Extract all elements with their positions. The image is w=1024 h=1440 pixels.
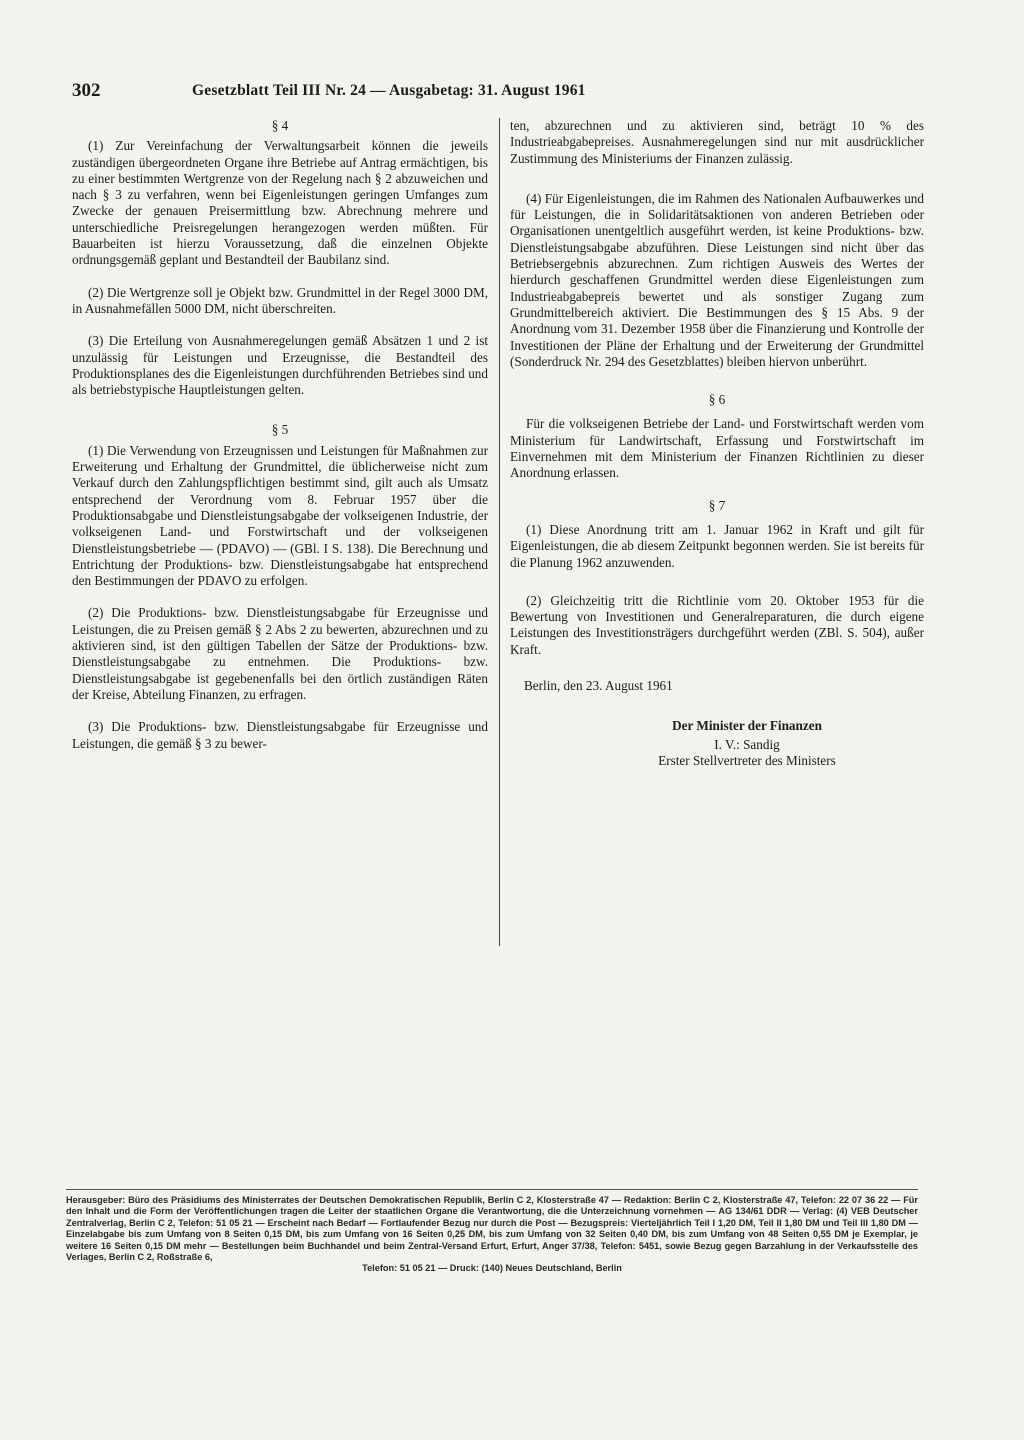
signature-role: Erster Stellvertreter des Ministers [658,752,836,768]
page-number: 302 [72,80,101,101]
section-5 [72,422,488,751]
section-4 [72,118,488,398]
place-date: Berlin, den 23. August 1961 [524,678,673,694]
section-heading: § 6 [708,392,726,408]
paragraph: (2) Die Wertgrenze soll je Objekt bzw. Grundmittel in der Regel 3000 DM, in Ausnahmefällen 5000 DM, nicht überschreiten. [72,284,488,316]
gazette-title: Gesetzblatt Teil III Nr. 24 — Ausgabetag: 31. August 1961 [192,82,586,99]
section-7 [510,498,924,658]
paragraph-continuation: ten, abzurechnen und zu aktivieren sind, beträgt 10 % des Industrieabgabepreises. Ausnahmeregelungen sind nur mit ausdrücklicher Zustimmung des Ministeriums der Finanzen zulässig. [510,118,924,166]
paragraph: Für die volkseigenen Betriebe der Land- und Forstwirtschaft werden vom Ministerium für Landwirtschaft, Erfassung und Forstwirtschaft im Einvernehmen mit dem Ministerium der Finanzen Richtlinien zu dieser Anordnung erlassen. [510,416,924,481]
paragraph: (1) Diese Anordnung tritt am 1. Januar 1962 in Kraft und gilt für Eigenleistungen, die ab diesem Zeitpunkt begonnen werden. Sie ist bereits für die Planung 1962 anzuwenden. [510,521,924,570]
paragraph: (1) Zur Vereinfachung der Verwaltungsarbeit können die jeweils zuständigen übergeordneten Organe ihre Betriebe auf Antrag ermächtigen, bis zu einer bestimmten Wertgrenze von der Regelung nach § 2 abzuweichen und nach § 3 zu verfahren, wenn bei Eigenleistungen geringen Umfanges zum Zwecke der genauen Preisermittlung bzw. Abrechnung mehrere und unterschiedliche Preisregelungen herangezogen werden müßten. Für Bauarbeiten ist hierzu Voraussetzung, daß die einzelnen Objekte ordnungsgemäß geplant und Bestandteil der Baubilanz sind. [72,138,488,268]
paragraph: (2) Gleichzeitig tritt die Richtlinie vom 20. Oktober 1953 für die Bewertung von Investitionen und Generalreparaturen, die durch eigene Leistungen des Investitionsträgers durchgeführt werden (ZBl. S. 504), außer Kraft. [510,592,924,657]
paragraph: (1) Die Verwendung von Erzeugnissen und Leistungen für Maßnahmen zur Erweiterung und Erhaltung der Grundmittel, die üblicherweise nicht zum Verkauf durch den Zahlungspflichtigen bestimmt sind, gilt auch als Umsatz entsprechend der Verordnung vom 8. Februar 1957 über die Produktionsabgabe und Dienstleistungsabgabe der volkseigenen Industrie, der volkseigenen Land- und Forstwirtschaft und der volkseigenen Dienstleistungsbetriebe — (PDAVO) — (GBl. I S. 138). Die Berechnung und Entrichtung der Produktions- bzw. Dienstleistungsabgabe hat entsprechend den Bestimmungen der PDAVO zu erfolgen. [72,442,488,589]
paragraph: (4) Für Eigenleistungen, die im Rahmen des Nationalen Aufbauwerkes und für Leistungen, die in Solidaritätsaktionen von anderen Betrieben oder Organisationen unentgeltlich ausgeführt werden, ist keine Produktions- bzw. Dienstleistungsabgabe abzuführen. Diese Leistungen sind nicht über das Betriebsergebnis abzurechnen. Zum richtigen Ausweis des Wertes der hierdurch geschaffenen Grundmittel werden diese Eigenleistungen zum Industrieabgabepreis bewertet und als sonstiger Zugang zum Grundmittelbereich aktiviert. Die Bestimmungen des § 15 Abs. 9 der Anordnung vom 31. Dezember 1958 über die Finanzierung und Kontrolle der Investitionen der Pläne der Erhaltung und der Erweiterung der Grundmittel (Sonderdruck Nr. 294 des Gesetzblattes) bleiben hiervon unberührt. [510,190,924,369]
signature-authority: Der Minister der Finanzen [672,718,822,734]
section-heading: § 5 [271,422,289,438]
section-6 [510,392,924,481]
section-heading: § 4 [271,118,289,133]
section-heading: § 7 [708,497,726,513]
imprint-last-line: Telefon: 51 05 21 — Druck: (140) Neues Deutschland, Berlin [362,1263,622,1274]
paragraph: (2) Die Produktions- bzw. Dienstleistungsabgabe für Erzeugnisse und Leistungen, die zu Preisen gemäß § 2 Abs 2 zu bewerten, abzurechnen und zu aktivieren sind, ist den gültigen Tabellen der Sätze der Produktions- bzw. Dienstleistungsabgabe zu entnehmen. Die Produktions- bzw. Dienstleistungsabgabe ist gegebenenfalls bei den örtlich zuständigen Räten der Kreise, Abteilung Finanzen, zu erfragen. [72,605,488,702]
column-divider [499,118,500,946]
page-header [72,80,952,104]
signature-signer: I. V.: Sandig [714,736,780,752]
imprint-divider [66,1189,918,1190]
imprint [66,1195,918,1275]
paragraph: (3) Die Erteilung von Ausnahmeregelungen gemäß Absätzen 1 und 2 ist unzulässig für Leistungen und Erzeugnisse, die Bestandteil des Produktionsplanes des die Eigenleistungen durchführenden Betriebes sind und als betriebstypische Hauptleistungen gelten. [72,333,488,398]
imprint-text: Herausgeber: Büro des Präsidiums des Ministerrates der Deutschen Demokratischen Republik, Berlin C 2, Klosterstraße 47 — Redaktion: Berlin C 2, Klosterstraße 47, Telefon: 22 07 36 22 — Für den Inhalt und die Form der Veröffentlichungen tragen die Leiter der staatlichen Organe die Verantwortung, die die Unterzeichnung vornehmen — AG 134/61 DDR — Verlag: (4) VEB Deutscher Zentralverlag, Berlin C 2, Telefon: 51 05 21 — Erscheint nach Bedarf — Fortlaufender Bezug nur durch die Post — Bezugspreis: Vierteljährlich Teil I 1,20 DM, Teil II 1,80 DM und Teil III 1,80 DM — Einzelabgabe bis zum Umfang von 8 Seiten 0,15 DM, bis zum Umfang von 16 Seiten 0,25 DM, bis zum Umfang von 32 Seiten 0,40 DM, bis zum Umfang von 48 Seiten 0,55 DM je Exemplar, je weitere 16 Seiten 0,15 DM mehr — Bestellungen beim Buchhandel und beim Zentral-Versand Erfurt, Erfurt, Anger 37/38, Telefon: 5451, sowie Bezug gegen Barzahlung in der Verkaufsstelle des Verlages, Berlin C 2, Roßstraße 6, [66,1195,918,1263]
signature-block [570,718,924,769]
left-column [72,118,488,768]
paragraph: (3) Die Produktions- bzw. Dienstleistungsabgabe für Erzeugnisse und Leistungen, die gemäß § 3 zu bewer- [72,719,488,751]
right-column [510,118,924,769]
